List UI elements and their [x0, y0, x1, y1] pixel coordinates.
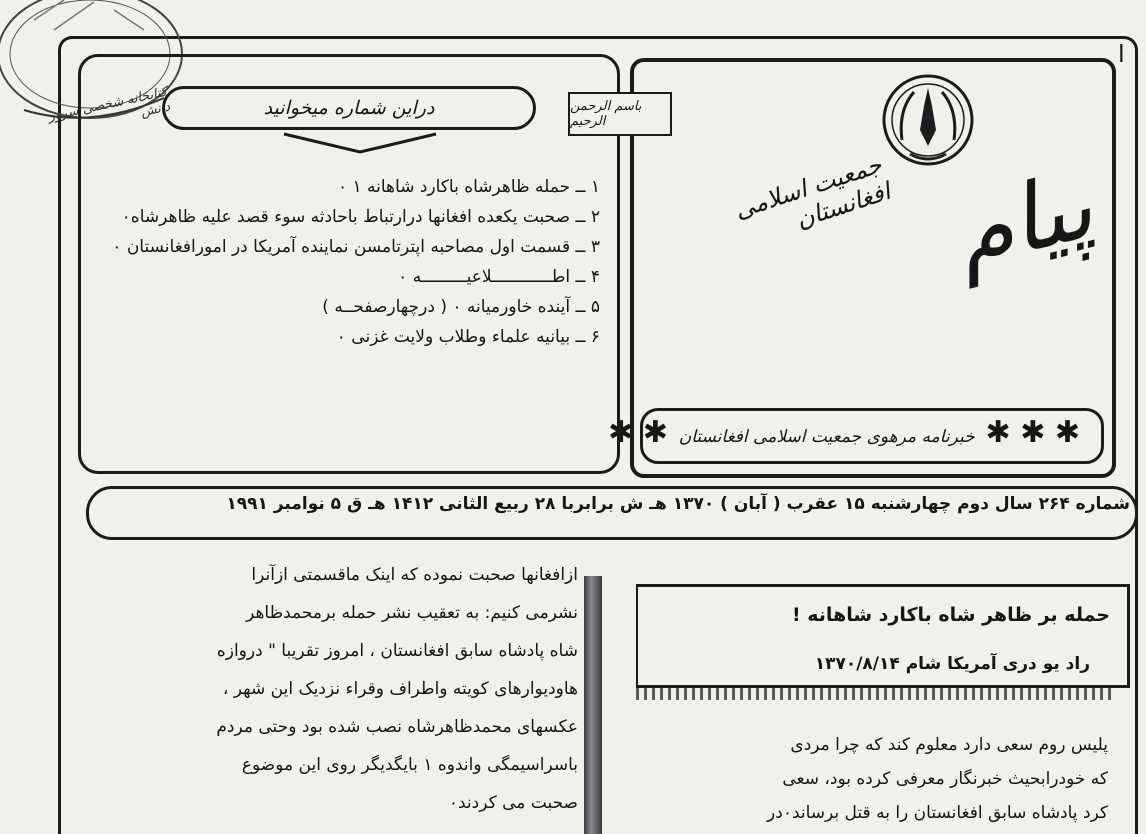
- contents-item: ۵ ــ آینده خاورمیانه ۰ ( درچهارصفحــه ): [322, 297, 600, 317]
- dateline: راد یو دری آمریکا شام ۱۳۷۰/۸/۱۴: [814, 654, 1090, 674]
- headline: حمله بر ظاهر شاه باکارد شاهانه !: [792, 604, 1110, 626]
- logo-word: پیام: [942, 151, 1103, 289]
- stamp-text: کتابخانه شخصی سرور دانش: [46, 84, 172, 125]
- contents-item: ۴ ــ اطــــــــــــلاعیـــــــــه ۰: [398, 267, 600, 287]
- article-line: صحبت می کردند۰: [448, 793, 578, 813]
- contents-item: ۶ ــ بیانیه علماء وطلاب ولایت غزنی ۰: [336, 327, 600, 347]
- star-icons-right: ✱ ✱ ✱: [985, 415, 1080, 450]
- article-line: عکسهای محمدظاهرشاه نصب شده بود وحتی مردم: [216, 717, 578, 737]
- column-divider: [584, 576, 602, 834]
- contents-item: ۲ ــ صحبت یکعده افغانها درارتباط باحادثه سوء قصد علیه ظاهرشاه۰: [121, 207, 600, 227]
- article-column: [66, 556, 578, 822]
- tagline: [608, 415, 1080, 450]
- article-line: شاه پادشاه سابق افغانستان ، امروز تقریبا " دروازه: [216, 641, 578, 661]
- emblem-icon: [880, 70, 976, 176]
- contents-banner: دراین شماره میخوانید: [162, 86, 536, 130]
- arrow-down-icon: [280, 130, 440, 156]
- tagline-text: خبرنامه مرهوی جمعیت اسلامی افغانستان: [678, 427, 975, 447]
- article-line: باسراسیمگی واندوه ۱ بایگدیگر روی این موضوع: [241, 755, 578, 775]
- story-line: کرد پادشاه سابق افغانستان را به قتل برساند۰در: [767, 803, 1108, 823]
- contents-list: [92, 172, 600, 352]
- story-line: پلیس روم سعی دارد معلوم کند که چرا مردی: [790, 735, 1108, 755]
- issue-line: شماره ۲۶۴ سال دوم چهارشنبه ۱۵ عقرب ( آبان ) ۱۳۷۰ هـ ش برابربا ۲۸ ربیع الثانی ۱۴۱۲ هـ ق ۵ نوامبر ۱۹۹۱: [226, 494, 1130, 514]
- article-line: نشرمی کنیم: به تعقیب نشر حمله برمحمدظاهر: [246, 603, 578, 623]
- article-line: ازافغانها صحبت نموده که اینک ماقسمتی ازآنرا: [251, 565, 578, 585]
- dotted-rule: [636, 686, 1116, 700]
- contents-item: ۳ ــ قسمت اول مصاحبه اپترتامسن نماینده آمریکا در امورافغانستان ۰: [112, 237, 600, 257]
- story-column: [612, 728, 1108, 830]
- star-icons-left: ✱ ✱: [608, 415, 668, 450]
- corner-mark: ا: [1118, 40, 1125, 68]
- logo-script: جمعیت اسلامی افغانستان: [731, 150, 894, 234]
- article-line: هاودیوارهای کویته واطراف وقراء نزدیک این شهر ،: [222, 679, 578, 699]
- bismillah-label: باسم الرحمن الرحیم: [568, 92, 672, 136]
- contents-item: ۱ ــ حمله ظاهرشاه باکارد شاهانه ۱ ۰: [337, 177, 600, 197]
- story-line: که خودرابحیث خبرنگار معرفی کرده بود، سعی: [782, 769, 1108, 789]
